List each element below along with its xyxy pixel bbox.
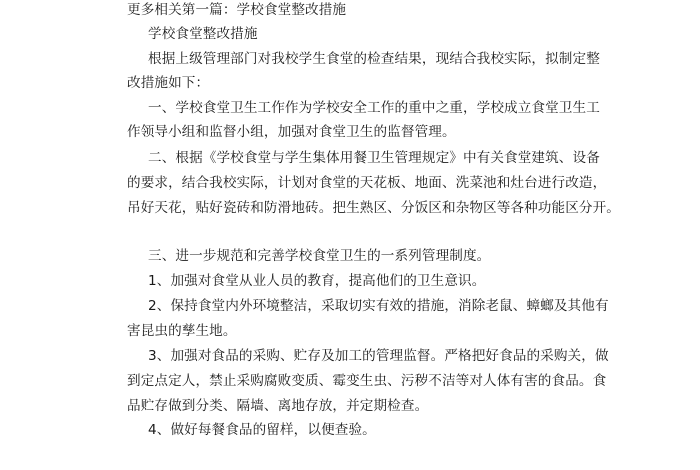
section-heading: 三、进一步规范和完善学校食堂卫生的一系列管理制度。 <box>148 248 491 264</box>
list-item-continuation: 品贮存做到分类、隔墙、离地存放，并定期检查。 <box>127 398 429 414</box>
paragraph-line: 作领导小组和监督小组，加强对食堂卫生的监督管理。 <box>127 124 456 140</box>
paragraph-line: 改措施如下： <box>127 75 210 91</box>
paragraph-line: 根据上级管理部门对我校学生食堂的检查结果，现结合我校实际，拟制定整 <box>148 51 600 67</box>
paragraph-line: 二、根据《学校食堂与学生集体用餐卫生管理规定》中有关食堂建筑、设备 <box>148 150 600 166</box>
document-title: 学校食堂整改措施 <box>148 26 258 42</box>
list-item: 1、加强对食堂从业人员的教育，提高他们的卫生意识。 <box>148 273 486 289</box>
list-item: 4、做好每餐食品的留样，以便查验。 <box>148 422 376 438</box>
list-item-continuation: 害昆虫的孳生地。 <box>127 323 237 339</box>
list-item: 3、加强对食品的采购、贮存及加工的管理监督。严格把好食品的采购关，做 <box>148 348 609 364</box>
list-item-continuation: 到定点定人，禁止采购腐败变质、霉变生虫、污秽不洁等对人体有害的食品。食 <box>127 373 607 389</box>
paragraph-line: 的要求，结合我校实际，计划对食堂的天花板、地面、洗菜池和灶台进行改造， <box>127 175 607 191</box>
related-heading: 更多相关第一篇：学校食堂整改措施 <box>127 2 347 18</box>
paragraph-line: 吊好天花，贴好瓷砖和防滑地砖。把生熟区、分饭区和杂物区等各种功能区分开。 <box>127 200 620 216</box>
paragraph-line: 一、学校食堂卫生工作作为学校安全工作的重中之重，学校成立食堂卫生工 <box>148 100 600 116</box>
list-item: 2、保持食堂内外环境整洁，采取切实有效的措施，消除老鼠、蟑螂及其他有 <box>148 298 609 314</box>
